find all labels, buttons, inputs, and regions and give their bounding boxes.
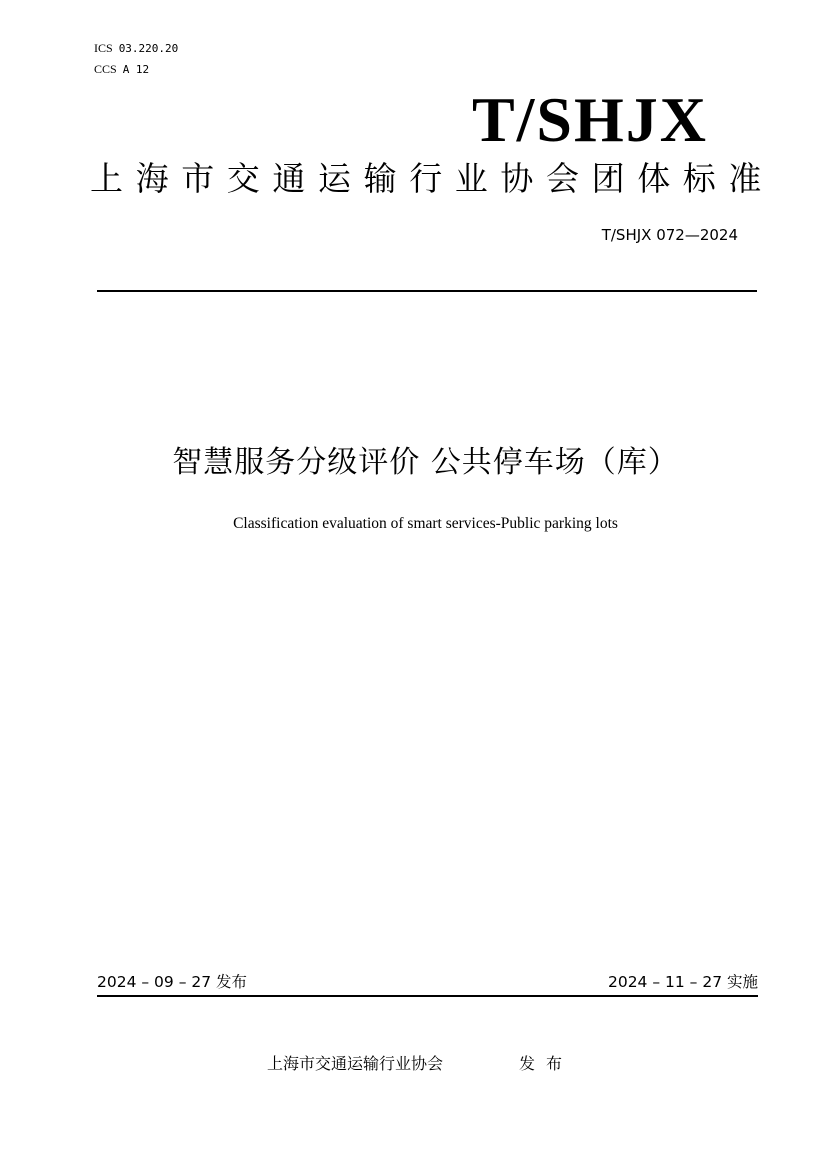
document-title-en: Classification evaluation of smart services-Public parking lots (233, 515, 618, 532)
standard-number: T/SHJX 072—2024 (601, 226, 738, 244)
implementation-date: 2024 – 11 – 27 实施 (607, 973, 758, 991)
document-title-cn: 智慧服务分级评价 公共停车场（库） (172, 445, 679, 480)
ics-label: ICS (94, 41, 113, 55)
ics-value: 03.220.20 (118, 42, 179, 55)
publish-label: 发布 (519, 1054, 574, 1073)
top-divider (97, 290, 757, 292)
issue-date: 2024 – 09 – 27 发布 (97, 973, 248, 991)
ccs-classification (94, 62, 149, 77)
organization-title: 上海市交通运输行业协会团体标准 (90, 159, 774, 198)
ics-classification (94, 41, 178, 56)
standard-brand-logo: T/SHJX (471, 84, 708, 155)
bottom-divider (97, 995, 758, 997)
ccs-value: A 12 (122, 63, 150, 76)
publisher-name: 上海市交通运输行业协会 (267, 1054, 444, 1073)
ccs-label: CCS (94, 62, 117, 76)
